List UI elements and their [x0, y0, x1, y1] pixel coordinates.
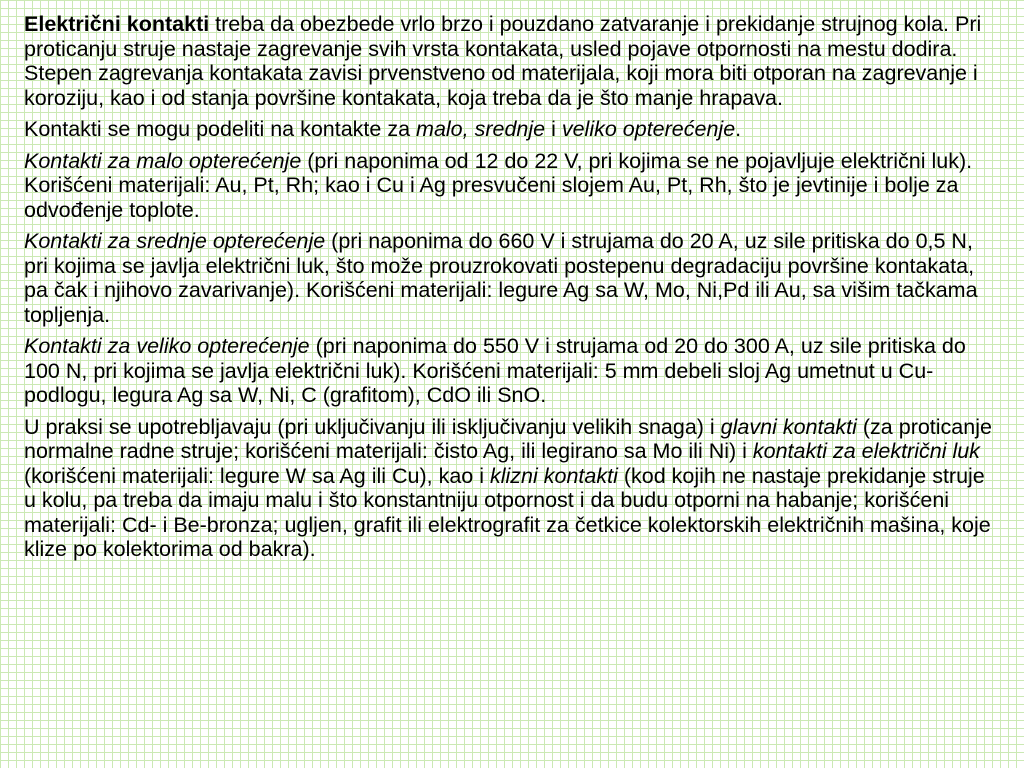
high-load-text: (pri naponima do 550 V i strujama od 20 do 300 A, uz sile pritiska do 100 N, pri kojima se javlja električni luk). Korišćeni materijali: 5 mm debeli sloj Ag umetnut u Cu-podlogu, legura Ag sa W, Ni, C (grafitom), CdO ili SnO.: [24, 334, 966, 407]
term-medium-load-contacts: Kontakti za srednje opterećenje: [24, 229, 326, 253]
paragraph-practice: [24, 415, 999, 562]
slide-text-body: [24, 12, 999, 569]
paragraph-medium-load: [24, 229, 999, 327]
paragraph-low-load: [24, 149, 999, 223]
practice-text-1: U praksi se upotrebljavaju (pri uključivanju ili isključivanju velikih snaga) i: [24, 414, 721, 439]
practice-text-3: (korišćeni materijali: legure W sa Ag ili Cu), kao i: [24, 463, 490, 488]
classification-text-2: i: [545, 117, 562, 141]
practice-text-4: (kod kojih ne nastaje prekidanje struje u kolu, pa treba da imaju malu i što konstantniju otpornost i da budu otporni na habanje; korišćeni materijali: Cd- i Be-bronza; ugljen, grafit ili elektrografit za četkice kolektorskih električnih mašina, koje klize po kolektorima od bakra).: [24, 463, 991, 561]
term-high-load-contacts: Kontakti za veliko opterećenje: [24, 334, 310, 358]
classification-low-medium: malo, srednje: [416, 117, 546, 141]
low-load-text: (pri naponima od 12 do 22 V, pri kojima se ne pojavljuje električni luk). Korišćeni materijali: Au, Pt, Rh; kao i Cu i Ag presvučeni slojem Au, Pt, Rh, što je jevtinije i bolje za odvođenje toplote.: [24, 148, 973, 222]
intro-text: treba da obezbede vrlo brzo i pouzdano zatvaranje i prekidanje strujnog kola. Pri proticanju struje nastaje zagrevanje svih vrsta kontakata, usled pojave otpornosti na mestu dodira. Stepen zagrevanja kontakata zavisi prvenstveno od materijala, koji mora biti otporan na zagrevanje i koroziju, kao i od stanja površine kontakata, koja treba da je što manje hrapava.: [24, 12, 982, 110]
paragraph-high-load: [24, 334, 999, 408]
medium-load-text: (pri naponima do 660 V i strujama do 20 A, uz sile pritiska do 0,5 N, pri kojima se javlja električni luk, što može prouzrokovati postepenu degradaciju površine kontakata, pa čak i njihovo zavarivanje). Korišćeni materijali: legure Ag sa W, Mo, Ni,Pd ili Au, sa višim tačkama topljenja.: [24, 229, 978, 327]
paragraph-intro: [24, 12, 999, 110]
classification-text-3: .: [735, 117, 742, 141]
term-arc-contacts: kontakti za električni luk: [752, 439, 980, 463]
term-main-contacts: glavni kontakti: [720, 414, 857, 439]
practice-text-2: (za proticanje normalne radne struje; korišćeni materijali: čisto Ag, ili legirano sa Mo ili Ni) i: [24, 414, 992, 463]
term-low-load-contacts: Kontakti za malo opterećenje: [24, 148, 302, 173]
term-sliding-contacts: klizni kontakti: [490, 463, 618, 488]
classification-text-1: Kontakti se mogu podeliti na kontakte za: [24, 117, 417, 141]
classification-high: veliko opterećenje: [561, 117, 736, 141]
term-electrical-contacts: Električni kontakti: [24, 12, 210, 36]
paragraph-classification: [24, 117, 999, 142]
